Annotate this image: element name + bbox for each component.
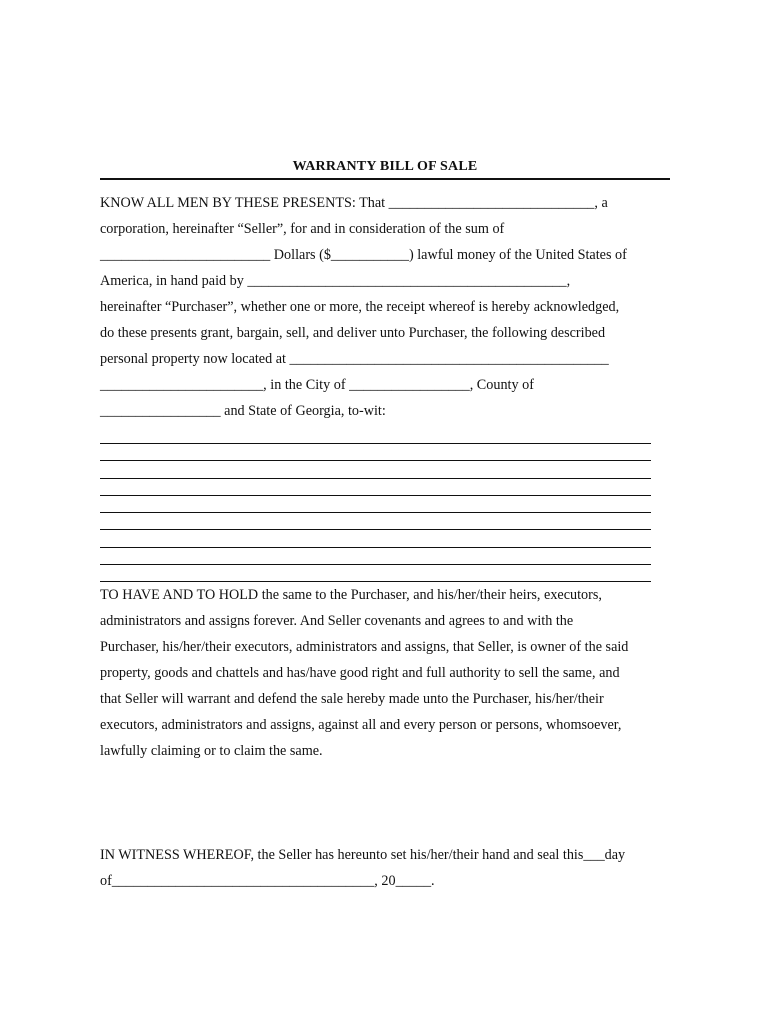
address-blank[interactable]: _______________________, — [100, 377, 267, 393]
intro-word: personal — [100, 351, 149, 367]
intro-word: in — [270, 377, 282, 393]
intro-word: in — [155, 273, 167, 289]
intro-line-4 — [100, 268, 670, 294]
habendum-line: TO HAVE AND TO HOLD the same to the Purchaser, and his/her/their heirs, executors, — [100, 587, 602, 603]
intro-word: at — [275, 351, 286, 367]
habendum-paragraph — [100, 582, 670, 764]
intro-line-8 — [100, 372, 670, 398]
description-blank-line[interactable] — [100, 432, 651, 444]
intro-line-6: do these presents grant, bargain, sell, and deliver unto Purchaser, the following described — [100, 325, 606, 341]
intro-word: THESE — [234, 195, 279, 211]
intro-word: by — [229, 273, 244, 289]
intro-word: and — [310, 221, 331, 237]
intro-word: located — [231, 351, 273, 367]
witness-paragraph — [100, 842, 670, 894]
intro-word: MEN — [177, 195, 209, 211]
habendum-line: administrators and assigns forever. And Seller covenants and agrees to and with the — [100, 613, 574, 629]
purchaser-name-blank[interactable]: _____________________________________________, — [247, 273, 571, 289]
city-blank[interactable]: _________________, — [349, 377, 474, 393]
description-blank-line[interactable] — [100, 548, 651, 565]
intro-paragraph — [100, 190, 670, 424]
intro-word: That — [359, 195, 386, 211]
intro-word: the — [444, 221, 462, 237]
habendum-line: property, goods and chattels and has/have good right and full authority to sell the same, and — [100, 665, 620, 681]
intro-word: BY — [212, 195, 232, 211]
intro-word: ALL — [146, 195, 174, 211]
intro-line-3[interactable]: ________________________ Dollars ($___________) lawful money of the United States of — [100, 247, 627, 263]
document-title: WARRANTY BILL OF SALE — [292, 159, 478, 174]
intro-word: the — [284, 377, 303, 393]
description-blank-line[interactable] — [100, 513, 651, 530]
intro-line-9[interactable]: _________________ and State of Georgia, to-wit: — [100, 403, 386, 419]
description-blank-line[interactable] — [100, 479, 651, 496]
intro-word: hereinafter — [172, 221, 234, 237]
intro-line-1 — [100, 190, 670, 216]
intro-line-7 — [100, 346, 670, 372]
description-blank-line[interactable] — [100, 530, 651, 547]
intro-word: hand — [170, 273, 199, 289]
description-blank-line[interactable] — [100, 565, 651, 582]
description-blank-line[interactable] — [100, 496, 651, 513]
intro-word: “Seller”, — [237, 221, 287, 237]
intro-word: property — [151, 351, 200, 367]
habendum-line: that Seller will warrant and defend the sale hereby made unto the Purchaser, his/her/their — [100, 691, 604, 707]
description-blank-line[interactable] — [100, 444, 651, 461]
intro-word: America, — [100, 273, 153, 289]
intro-line-2 — [100, 216, 670, 242]
intro-word: County — [476, 377, 519, 393]
habendum-line: executors, administrators and assigns, against all and every person or persons, whomsoever, — [100, 717, 622, 733]
witness-line-2[interactable]: of_____________________________________, 20_____. — [100, 873, 435, 889]
intro-word: consideration — [349, 221, 426, 237]
intro-word: of — [333, 377, 346, 393]
intro-word: City — [305, 377, 331, 393]
intro-word: for — [290, 221, 307, 237]
property-description-lines[interactable] — [100, 432, 651, 582]
intro-word: now — [203, 351, 228, 367]
intro-word: of — [428, 221, 441, 237]
title-block — [100, 157, 670, 180]
intro-line-5: hereinafter “Purchaser”, whether one or more, the receipt whereof is hereby acknowledged, — [100, 299, 620, 315]
description-blank-line[interactable] — [100, 461, 651, 478]
intro-word: of — [492, 221, 505, 237]
intro-word: of — [522, 377, 534, 393]
intro-word: PRESENTS: — [282, 195, 356, 211]
seller-name-blank[interactable]: _____________________________, — [388, 195, 598, 211]
habendum-line: Purchaser, his/her/their executors, administrators and assigns, that Seller, is owner of the said — [100, 639, 629, 655]
intro-word: corporation, — [100, 221, 169, 237]
witness-line-1[interactable]: IN WITNESS WHEREOF, the Seller has hereunto set his/her/their hand and seal this___day — [100, 847, 626, 863]
intro-word: sum — [465, 221, 489, 237]
intro-word: KNOW — [100, 195, 144, 211]
location-blank[interactable]: _____________________________________________ — [289, 351, 609, 367]
intro-word: in — [334, 221, 346, 237]
intro-word: paid — [201, 273, 227, 289]
intro-word: a — [601, 195, 608, 211]
habendum-line: lawfully claiming or to claim the same. — [100, 743, 323, 759]
